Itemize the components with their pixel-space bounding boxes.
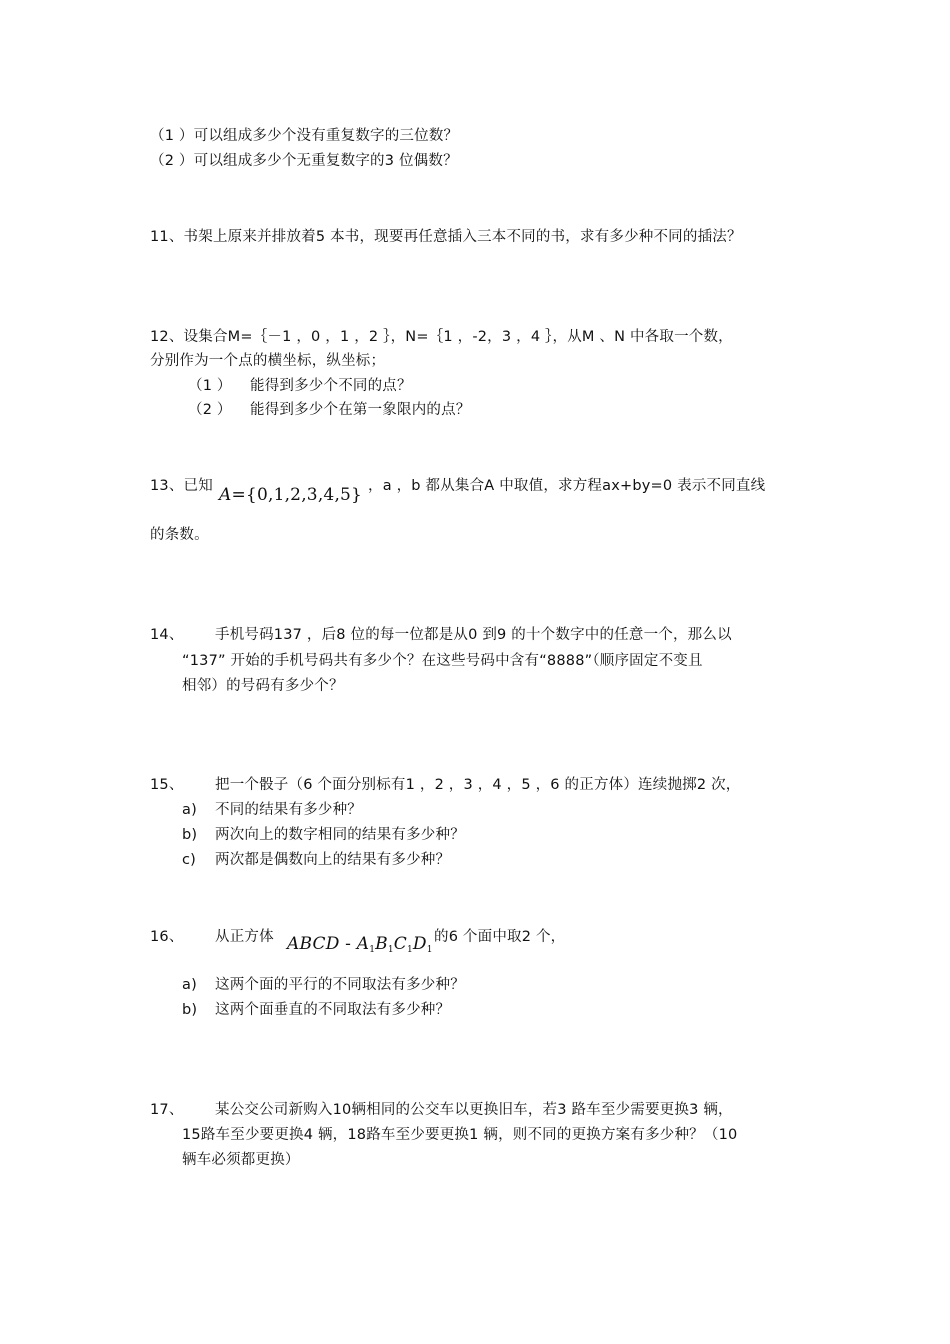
q10-sub2: （2 ）可以组成多少个无重复数字的3 位偶数？	[150, 153, 458, 169]
q16-formula-a1: A	[356, 934, 370, 954]
q16-formula-b1: B	[375, 934, 388, 954]
q16-item-a-text: 这两个面的平行的不同取法有多少种？	[215, 977, 465, 993]
q17-line1: 某公交公司新购入10辆相同的公交车以更换旧车，若3 路车至少需要更换3 辆，	[215, 1102, 733, 1118]
q16-formula-d1: D	[412, 934, 427, 954]
q12-sub1-number: （1 ）	[188, 378, 232, 394]
q12-sub2-number: （2 ）	[188, 402, 232, 418]
q13-line2: 的条数。	[150, 527, 209, 543]
q15-item-b-label: b)	[182, 827, 198, 843]
q12-sub1-text: 能得到多少个不同的点？	[250, 378, 412, 394]
q14-line2: “137” 开始的手机号码共有多少个？在这些号码中含有“8888”（顺序固定不变且	[182, 653, 703, 669]
q13-set-formula	[219, 485, 362, 505]
q14-line1: 手机号码137 ，后8 位的每一位都是从0 到9 的十个数字中的任意一个，那么以	[215, 627, 732, 643]
q13-lead: 13、已知	[150, 478, 213, 494]
q15-item-c-text: 两次都是偶数向上的结果有多少种？	[215, 852, 451, 868]
q17-number: 17、	[150, 1102, 184, 1118]
q12-line1: 12、设集合M=｛－1 ，0 ，1 ，2 ｝，N=｛1 ，-2，3 ，4 ｝，从M 、N 中各取一个数，	[150, 329, 733, 345]
q17-line2: 15路车至少要更换4 辆，18路车至少要更换1 辆，则不同的更换方案有多少种？（10	[182, 1127, 738, 1143]
q13-formula-set: ={0,1,2,3,4,5}	[231, 485, 363, 505]
q13-rest: ，a ，b 都从集合A 中取值，求方程ax+by=0 表示不同直线	[368, 478, 766, 494]
q15-item-a-text: 不同的结果有多少种？	[215, 802, 362, 818]
q14-number: 14、	[150, 627, 184, 643]
q11-text: 11、书架上原来并排放着5 本书，现要再任意插入三本不同的书，求有多少种不同的插法？	[150, 229, 742, 245]
q15-item-b-text: 两次向上的数字相同的结果有多少种？	[215, 827, 465, 843]
q16-sub-a1: 1	[369, 945, 376, 955]
q16-number: 16、	[150, 929, 184, 945]
q16-formula-c1: C	[393, 934, 407, 954]
q16-lead: 从正方体	[215, 929, 274, 945]
q16-item-b-label: b)	[182, 1002, 198, 1018]
q16-item-b-text: 这两个面垂直的不同取法有多少种？	[215, 1002, 451, 1018]
q16-item-a-label: a)	[182, 977, 197, 993]
q14-line3: 相邻）的号码有多少个？	[182, 678, 344, 694]
q16-cube-formula	[287, 934, 433, 960]
q10-sub1: （1 ）可以组成多少个没有重复数字的三位数？	[150, 128, 459, 144]
q16-formula-dash: -	[345, 934, 352, 954]
q12-line2: 分别作为一个点的横坐标，纵坐标；	[150, 353, 386, 369]
q15-number: 15、	[150, 777, 184, 793]
q13-formula-variable: A	[219, 485, 232, 505]
q15-item-a-label: a)	[182, 802, 197, 818]
q17-line3: 辆车必须都更换）	[182, 1152, 300, 1168]
q12-sub2-text: 能得到多少个在第一象限内的点？	[250, 402, 471, 418]
q16-sub-c1: 1	[406, 945, 413, 955]
q16-sub-b1: 1	[387, 945, 394, 955]
q16-formula-abcd: ABCD	[287, 934, 340, 954]
q15-item-c-label: c)	[182, 852, 197, 868]
q16-sub-d1: 1	[426, 945, 433, 955]
q15-line1: 把一个骰子（6 个面分别标有1 ，2 ，3 ，4 ，5 ，6 的正方体）连续抛掷2 次，	[215, 777, 741, 793]
q16-rest: 的6 个面中取2 个，	[434, 929, 566, 945]
